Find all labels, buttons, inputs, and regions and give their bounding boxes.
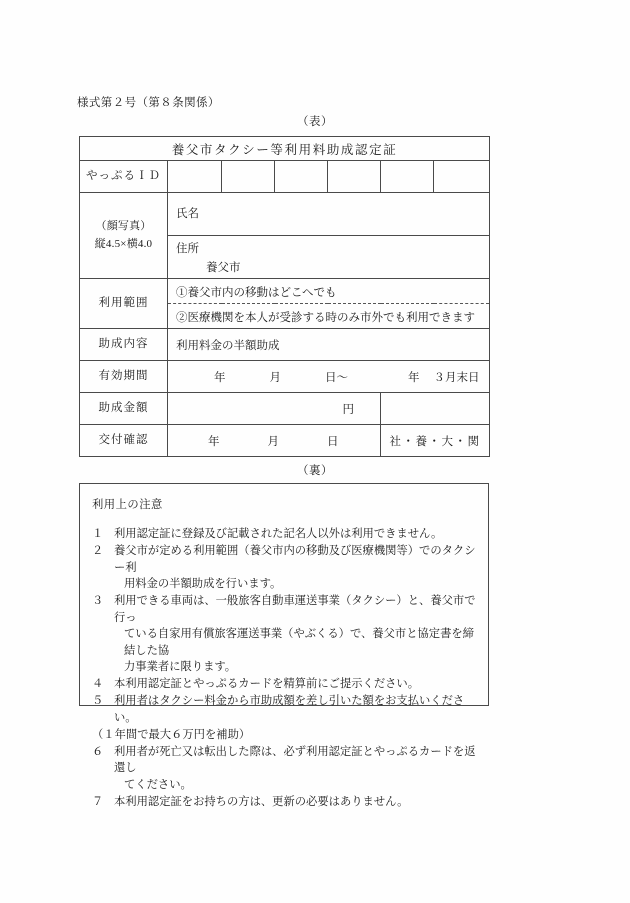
valid-period-value[interactable] bbox=[168, 361, 490, 393]
note-text: 本利用認定証をお持ちの方は、更新の必要はありません。 bbox=[114, 795, 409, 808]
note-number: ６ bbox=[92, 745, 104, 758]
note-text: 利用者はタクシー料金から市助成額を差し引いた額をお支払いください。 bbox=[114, 695, 465, 724]
issue-confirm-date[interactable] bbox=[168, 425, 381, 457]
name-field[interactable] bbox=[168, 193, 490, 236]
valid-period-day-1: 日～ bbox=[325, 371, 348, 384]
subsidy-amount-label: 助成金額 bbox=[80, 393, 168, 425]
subsidy-amount-unit: 円 bbox=[342, 403, 354, 416]
table-row-valid-period bbox=[80, 361, 490, 393]
issue-confirm-month: 月 bbox=[267, 435, 279, 448]
table-row-issue-confirm bbox=[80, 425, 490, 457]
certificate-title: 養父市タクシー等利用料助成認定証 bbox=[80, 137, 490, 161]
valid-period-end: ３月末日 bbox=[433, 371, 480, 384]
table-row-title bbox=[80, 137, 490, 161]
photo-size: 縦4.5×横4.0 bbox=[94, 237, 153, 250]
note-number: ５ bbox=[92, 695, 104, 708]
table-row-subsidy-amount bbox=[80, 393, 490, 425]
notes-panel bbox=[79, 483, 489, 808]
address-label: 住所 bbox=[176, 242, 199, 255]
note-number: ３ bbox=[92, 595, 104, 608]
valid-period-year-1: 年 bbox=[214, 371, 226, 384]
valid-period-month-1: 月 bbox=[269, 371, 281, 384]
note-text-line: 養父市が定める利用範囲（養父市内の移動及び医療機関等）でのタクシー利 bbox=[114, 545, 476, 574]
issue-confirm-label: 交付確認 bbox=[80, 425, 168, 457]
yapple-id-cell-6[interactable] bbox=[434, 161, 490, 193]
table-row-subsidy-content bbox=[80, 329, 490, 361]
issue-confirm-stamp: 社・養・大・関 bbox=[381, 425, 490, 457]
scope-label: 利用範囲 bbox=[80, 279, 168, 329]
valid-period-label: 有効期間 bbox=[80, 361, 168, 393]
scope-item-1: ①養父市内の移動はどこへでも bbox=[168, 279, 490, 304]
note-text bbox=[114, 593, 476, 675]
table-row-id bbox=[80, 161, 490, 193]
note-item bbox=[92, 693, 476, 726]
note-number: ７ bbox=[92, 795, 104, 808]
note-parenthetical: （１年間で最大６万円を補助） bbox=[92, 728, 251, 741]
yapple-id-cell-2[interactable] bbox=[222, 161, 275, 193]
note-text-cont: 用料金の半額助成を行います。 bbox=[124, 578, 282, 591]
note-text bbox=[114, 744, 476, 793]
subsidy-amount-blank[interactable] bbox=[381, 393, 490, 425]
note-text: 利用認定証に登録及び記載された記名人以外は利用できません。 bbox=[114, 528, 443, 541]
note-number: ４ bbox=[92, 678, 104, 691]
photo-box[interactable] bbox=[80, 193, 168, 279]
scope-item-2: ②医療機関を本人が受診する時のみ市外でも利用できます bbox=[168, 304, 490, 329]
back-side-label: （裏） bbox=[297, 465, 333, 477]
address-field[interactable] bbox=[168, 236, 490, 279]
issue-confirm-year: 年 bbox=[208, 435, 220, 448]
note-text-line: 利用者が死亡又は転出した際は、必ず利用認定証とやっぷるカードを返還し bbox=[114, 745, 476, 775]
subsidy-amount-value[interactable] bbox=[168, 393, 381, 425]
note-text-line: 利用できる車両は、一般旅客自動車運送事業（タクシー）と、養父市で行っ bbox=[114, 595, 476, 624]
subsidy-content-value: 利用料金の半額助成 bbox=[168, 329, 490, 361]
yapple-id-label: やっぷるＩＤ bbox=[80, 161, 168, 193]
note-item bbox=[92, 593, 476, 675]
note-item bbox=[92, 794, 476, 810]
yapple-id-cell-5[interactable] bbox=[381, 161, 434, 193]
issue-confirm-day: 日 bbox=[327, 435, 339, 448]
table-row-name bbox=[80, 193, 490, 236]
note-number: ２ bbox=[92, 545, 104, 558]
note-item bbox=[92, 526, 476, 542]
yapple-id-cell-4[interactable] bbox=[328, 161, 381, 193]
yapple-id-cell-1[interactable] bbox=[168, 161, 222, 193]
photo-label: （顔写真） bbox=[95, 219, 152, 232]
note-item bbox=[92, 543, 476, 592]
note-item bbox=[92, 676, 476, 692]
note-item bbox=[92, 744, 476, 793]
name-label: 氏名 bbox=[176, 207, 199, 220]
notes-title: 利用上の注意 bbox=[92, 499, 163, 511]
note-text-cont2: 力事業者に限ります。 bbox=[124, 661, 237, 674]
note-text-cont: ている自家用有償旅客運送事業（やぶくる）で、養父市と協定書を締結した協 bbox=[124, 628, 474, 657]
address-value: 養父市 bbox=[206, 261, 241, 274]
certificate-table bbox=[79, 136, 490, 457]
form-number: 様式第２号（第８条関係） bbox=[77, 97, 220, 109]
note-text-cont: てください。 bbox=[124, 778, 192, 791]
subsidy-content-label: 助成内容 bbox=[80, 329, 168, 361]
table-row-scope-1 bbox=[80, 279, 490, 304]
valid-period-year-2: 年 bbox=[408, 371, 420, 384]
yapple-id-cell-3[interactable] bbox=[275, 161, 328, 193]
note-number: １ bbox=[92, 528, 104, 541]
note-text: 本利用認定証とやっぷるカードを精算前にご提示ください。 bbox=[114, 678, 420, 691]
note-text bbox=[114, 543, 476, 592]
front-side-label: （表） bbox=[297, 116, 333, 128]
